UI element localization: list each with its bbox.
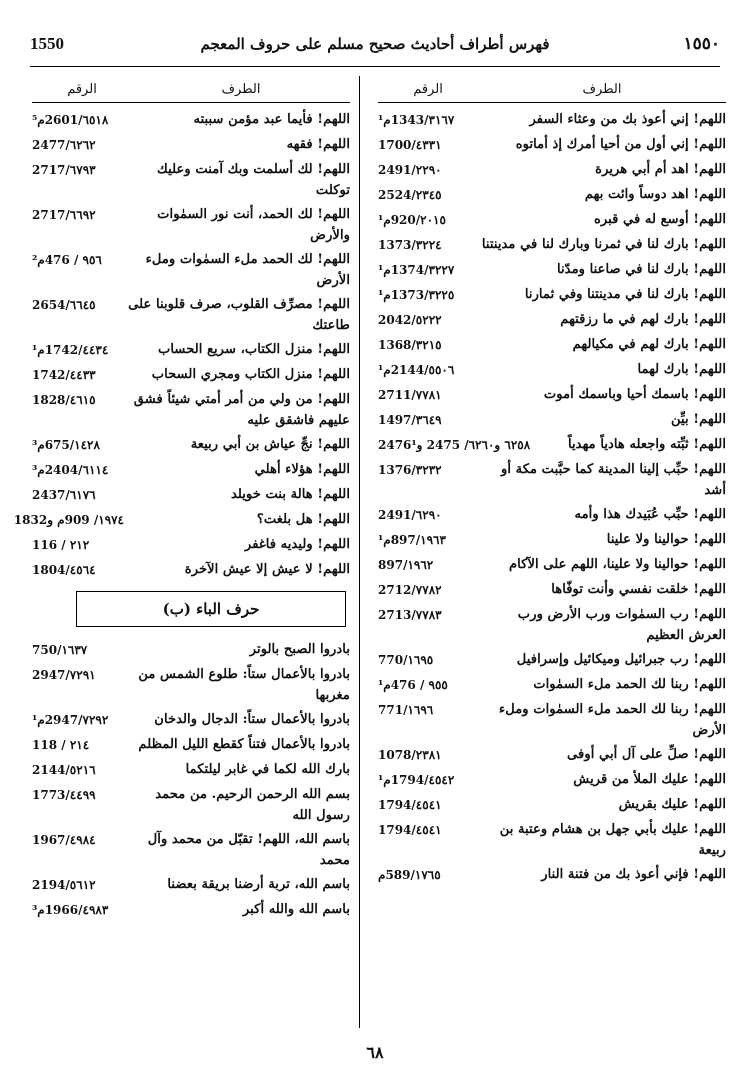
index-entry <box>378 134 726 156</box>
entry-text: اللهم! خلقت نفسي وأنت توفّاها <box>551 582 726 597</box>
index-entry <box>32 639 350 661</box>
index-entry <box>32 759 350 781</box>
entry-text: اللهم! عليك الملأ من قريش <box>573 772 726 787</box>
index-entry <box>378 184 726 206</box>
entry-text: اللهم! إني أول من أحيا أمرك إذ أماتوه <box>515 137 726 152</box>
entry-number: ٦٦٤٥/2654 <box>32 298 96 312</box>
entry-number: ٦١٧٦/2437 <box>32 488 96 502</box>
entry-text: اللهم! بارك لهم في مكيالهم <box>572 337 726 352</box>
index-entry <box>378 554 726 576</box>
entry-number: ٢٠١٥/920م¹ <box>378 213 446 227</box>
entry-number: ٢٢٩٠/2491 <box>378 163 442 177</box>
entry-text: اللهم! حوالينا ولا علينا <box>606 532 726 547</box>
entry-text: اللهم! منزل الكتاب ومجري السحاب <box>151 367 350 382</box>
entry-number: ٦٧٩٣/2717 <box>32 163 96 177</box>
page-number-arabic: ١٥٥٠ <box>683 34 720 54</box>
entry-text: بادروا بالأعمال فتناً كقطع الليل المظلم <box>138 737 350 752</box>
entry-text: اللهم! ربنا لك الحمد ملء السمٰوات <box>533 677 726 692</box>
index-entry <box>32 434 350 456</box>
entry-text: اللهم! وليديه فاغفر <box>244 537 350 552</box>
index-entry <box>32 784 350 826</box>
entry-text: اللهم! عليك بأبي جهل بن هشام وعتبة بن ربيعة <box>499 822 726 858</box>
index-entry <box>32 709 350 731</box>
entry-text: اللهم! مصرِّف القلوب، صرف قلوبنا على طاعتك <box>128 297 350 333</box>
entry-text: اللهم! أوسع له في قبره <box>593 212 726 227</box>
column-header-rule <box>378 102 726 103</box>
column-header-rule <box>32 102 350 103</box>
page-header <box>30 34 720 62</box>
entry-text: اللهم! بارك لنا في ثمرنا وبارك لنا في مدينتنا <box>481 237 726 252</box>
index-entry <box>378 699 726 741</box>
entry-text: اللهم! ثبِّته واجعله هادياً مهدياً <box>567 437 726 452</box>
index-entry <box>378 434 726 456</box>
footer-page-number: ٦٨ <box>366 1043 384 1062</box>
header-rule <box>30 66 720 67</box>
index-entry <box>32 534 350 556</box>
entry-number: ٦٢٥٨ و٦٢٦٠/ 2475 و2476¹ <box>378 438 531 452</box>
entry-text: اللهم! اهد أم أبي هريرة <box>595 162 726 177</box>
entry-number: ٥٦١٢/2194 <box>32 878 96 892</box>
entry-number: ٥٢١٦/2144 <box>32 763 96 777</box>
entry-text: باسم الله والله أكبر <box>242 902 350 917</box>
index-entry <box>378 459 726 501</box>
index-entry <box>32 664 350 706</box>
entry-text: اللهم! نجِّ عياش بن أبي ربيعة <box>190 437 350 452</box>
entry-number: ١٧٦٥/589م <box>378 868 441 882</box>
index-entry <box>378 209 726 231</box>
entry-text: اللهم! هؤلاء أهلي <box>254 462 350 477</box>
index-entry <box>32 159 350 201</box>
index-entry <box>32 249 350 291</box>
entry-number: ٥٢٢٢/2042 <box>378 313 442 327</box>
index-entry <box>378 794 726 816</box>
entry-number: ٢١٤ / 118 <box>32 738 90 752</box>
entry-number: ٤٤٩٩/1773 <box>32 788 96 802</box>
entry-number: ٧٢٩٢/2947م¹ <box>32 713 109 727</box>
index-entry <box>378 109 726 131</box>
entry-number: ٥٥٠٦/2144م¹ <box>378 363 455 377</box>
entry-number: ٣١٦٧/1343م¹ <box>378 113 455 127</box>
entry-text: بسم الله الرحمن الرحيم. من محمد رسول الله <box>155 787 350 823</box>
entry-number: ٤٥٦٤/1804 <box>32 563 96 577</box>
index-entry <box>378 309 726 331</box>
entry-number: ١٩٦٣/897م¹ <box>378 533 446 547</box>
entry-text: اللهم! حبِّب عُبَيدك هذا وأمه <box>574 507 726 522</box>
left-column <box>13 76 350 1028</box>
entry-number: ٦٦٩٢/2717 <box>32 208 96 222</box>
left-rows-bottom <box>32 639 350 921</box>
entry-number: ١٦٩٦/771 <box>378 703 434 717</box>
entry-number: ٢٣٤٥/2524 <box>378 188 442 202</box>
entry-number: ٤٥٤١/1794 <box>378 823 442 837</box>
entry-number: ٦١١٤/2404م³ <box>32 463 109 477</box>
index-entry <box>13 509 350 531</box>
index-entry <box>378 259 726 281</box>
entry-number: ٧٧٨٢/2712 <box>378 583 442 597</box>
entry-text: اللهم! فإني أعوذ بك من فتنة النار <box>541 867 726 882</box>
entry-text: اللهم! لك الحمد، أنت نور السمٰوات والأرض <box>157 207 350 243</box>
index-entry <box>378 674 726 696</box>
index-entry <box>378 359 726 381</box>
page-number-latin: 1550 <box>30 34 64 53</box>
index-entry <box>32 204 350 246</box>
entry-text: اللهم! ربنا لك الحمد ملء السمٰوات وملء الأرض <box>499 702 726 738</box>
entry-number: ٧٢٩١/2947 <box>32 668 96 682</box>
entry-number: ٤٩٨٤/1967 <box>32 833 96 847</box>
entry-text: اللهم! فقهه <box>286 137 350 152</box>
entry-number: ٣٢٢٧/1374م¹ <box>378 263 455 277</box>
column-divider <box>359 76 360 1028</box>
tarf-header: الطرف <box>582 81 622 97</box>
entry-text: بادروا بالأعمال ستاً: الدجال والدخان <box>154 712 350 727</box>
entry-text: اللهم! بيِّن <box>671 412 726 427</box>
entry-text: اللهم! لك أسلمت وبك آمنت وعليك توكلت <box>157 162 350 198</box>
entry-number: ١٦٩٥/770 <box>378 653 434 667</box>
index-entry <box>378 649 726 671</box>
entry-number: ٤٤٣٣/1742 <box>32 368 96 382</box>
entry-text: اللهم! بارك لهم في ما رزقتهم <box>560 312 726 327</box>
entry-number: ٣٢١٥/1368 <box>378 338 442 352</box>
entry-text: اللهم! بارك لهما <box>637 362 726 377</box>
entry-number: ١٦٣٧/750 <box>32 643 88 657</box>
tarf-header: الطرف <box>221 81 261 97</box>
entry-number: ٤٤٣٤/1742م¹ <box>32 343 109 357</box>
entry-text: اللهم! رب السمٰوات ورب الأرض ورب العرش العظيم <box>517 607 726 643</box>
index-entry <box>32 899 350 921</box>
number-header: الرقم <box>413 81 443 97</box>
index-entry <box>32 109 350 131</box>
index-entry <box>378 284 726 306</box>
index-entry <box>378 604 726 646</box>
entry-text: اللهم! هل بلغت؟ <box>256 512 350 527</box>
entry-text: بادروا الصبح بالوتر <box>249 642 350 657</box>
index-entry <box>32 459 350 481</box>
entry-number: ١٩٧٤/ 909م و1832 <box>13 513 124 527</box>
entry-text: اللهم! لك الحمد ملء السمٰوات وملء الأرض <box>145 252 350 288</box>
entry-number: ٧٧٨١/2711 <box>378 388 442 402</box>
entry-number: ١٤٢٨/675م³ <box>32 438 100 452</box>
entry-text: اللهم! عليك بقريش <box>618 797 726 812</box>
right-rows <box>378 109 726 886</box>
index-entry <box>378 769 726 791</box>
entry-text: اللهم! هالة بنت خويلد <box>230 487 350 502</box>
entry-text: اللهم! إني أعوذ بك من وعثاء السفر <box>529 112 726 127</box>
entry-text: اللهم! رب جبرائيل وميكائيل وإسرافيل <box>516 652 726 667</box>
entry-text: اللهم! حبِّب إلينا المدينة كما حبَّبت مكة أو أشد <box>501 462 726 498</box>
entry-number: ٦٢٦٢/2477 <box>32 138 96 152</box>
entry-text: بارك الله لكما في غابر ليلتكما <box>185 762 350 777</box>
index-entry <box>378 744 726 766</box>
section-heading: حرف الباء (ب) <box>76 591 346 627</box>
entry-number: ٧٧٨٣/2713 <box>378 608 442 622</box>
left-column-header <box>32 76 350 102</box>
entry-number: ٣٢٢٥/1373م¹ <box>378 288 455 302</box>
entry-text: اللهم! منزل الكتاب، سريع الحساب <box>158 342 350 357</box>
entry-number: ٢٣٨١/1078 <box>378 748 442 762</box>
entry-number: ٣٦٤٩/1497 <box>378 413 442 427</box>
left-rows-top <box>13 109 350 581</box>
right-column <box>378 76 726 1028</box>
index-entry <box>378 384 726 406</box>
index-entry <box>32 339 350 361</box>
index-entry <box>378 579 726 601</box>
entry-number: ١٩٦٢/897 <box>378 558 434 572</box>
entry-text: اللهم! حوالينا ولا علينا، اللهم على الآكام <box>509 557 726 572</box>
index-entry <box>32 294 350 336</box>
entry-text: اللهم! صلِّ على آل أبي أوفى <box>567 747 726 762</box>
entry-number: ٦٥١٨/2601م⁵ <box>32 113 109 127</box>
entry-number: ٤٩٨٣/1966م³ <box>32 903 109 917</box>
index-entry <box>32 484 350 506</box>
entry-text: اللهم! اهد دوساً وائت بهم <box>584 187 726 202</box>
entry-text: اللهم! لا عيش إلا عيش الآخرة <box>184 562 350 577</box>
entry-text: بادروا بالأعمال ستاً: طلوع الشمس من مغربها <box>138 667 350 703</box>
entry-text: اللهم! بارك لنا في مدينتنا وفي ثمارنا <box>524 287 726 302</box>
number-header: الرقم <box>67 81 97 97</box>
index-entry <box>32 559 350 581</box>
index-entry <box>378 159 726 181</box>
index-entry <box>32 364 350 386</box>
entry-number: ٩٥٦ / 476م² <box>32 253 102 267</box>
index-entry <box>378 234 726 256</box>
index-entry <box>378 529 726 551</box>
entry-text: اللهم! باسمك أحيا وباسمك أموت <box>543 387 726 402</box>
entry-number: ٤٣٣١/1700 <box>378 138 442 152</box>
index-entry <box>32 874 350 896</box>
entry-text: باسم الله، اللهم! تقبّل من محمد وآل محمد <box>147 832 350 868</box>
index-entry <box>378 864 726 886</box>
index-entry <box>378 334 726 356</box>
entry-number: ٤٥٤٢/1794م¹ <box>378 773 455 787</box>
index-entry <box>378 504 726 526</box>
index-entry <box>32 734 350 756</box>
right-column-header <box>378 76 726 102</box>
entry-text: اللهم! من ولي من أمر أمتي شيئاً فشق عليهم فاشقق عليه <box>133 392 350 428</box>
index-entry <box>32 829 350 871</box>
page-title: فهرس أطراف أحاديث صحيح مسلم على حروف المعجم <box>200 35 550 53</box>
entry-number: ٤٦١٥/1828 <box>32 393 96 407</box>
index-entry <box>378 819 726 861</box>
entry-text: اللهم! بارك لنا في صاعنا ومدّنا <box>556 262 726 277</box>
entry-number: ٤٥٤١/1794 <box>378 798 442 812</box>
entry-text: باسم الله، تربة أرضنا بريقة بعضنا <box>167 877 350 892</box>
entry-number: ٢١٢ / 116 <box>32 538 90 552</box>
index-entry <box>32 134 350 156</box>
entry-number: ٦٢٩٠/2491 <box>378 508 442 522</box>
index-entry <box>32 389 350 431</box>
entry-text: اللهم! فأيما عبد مؤمن سببته <box>193 112 350 127</box>
entry-number: ٣٢٢٤/1373 <box>378 238 442 252</box>
entry-number: ٩٥٥ / 476م¹ <box>378 678 448 692</box>
entry-number: ٣٢٣٢/1376 <box>378 463 442 477</box>
index-entry <box>378 409 726 431</box>
